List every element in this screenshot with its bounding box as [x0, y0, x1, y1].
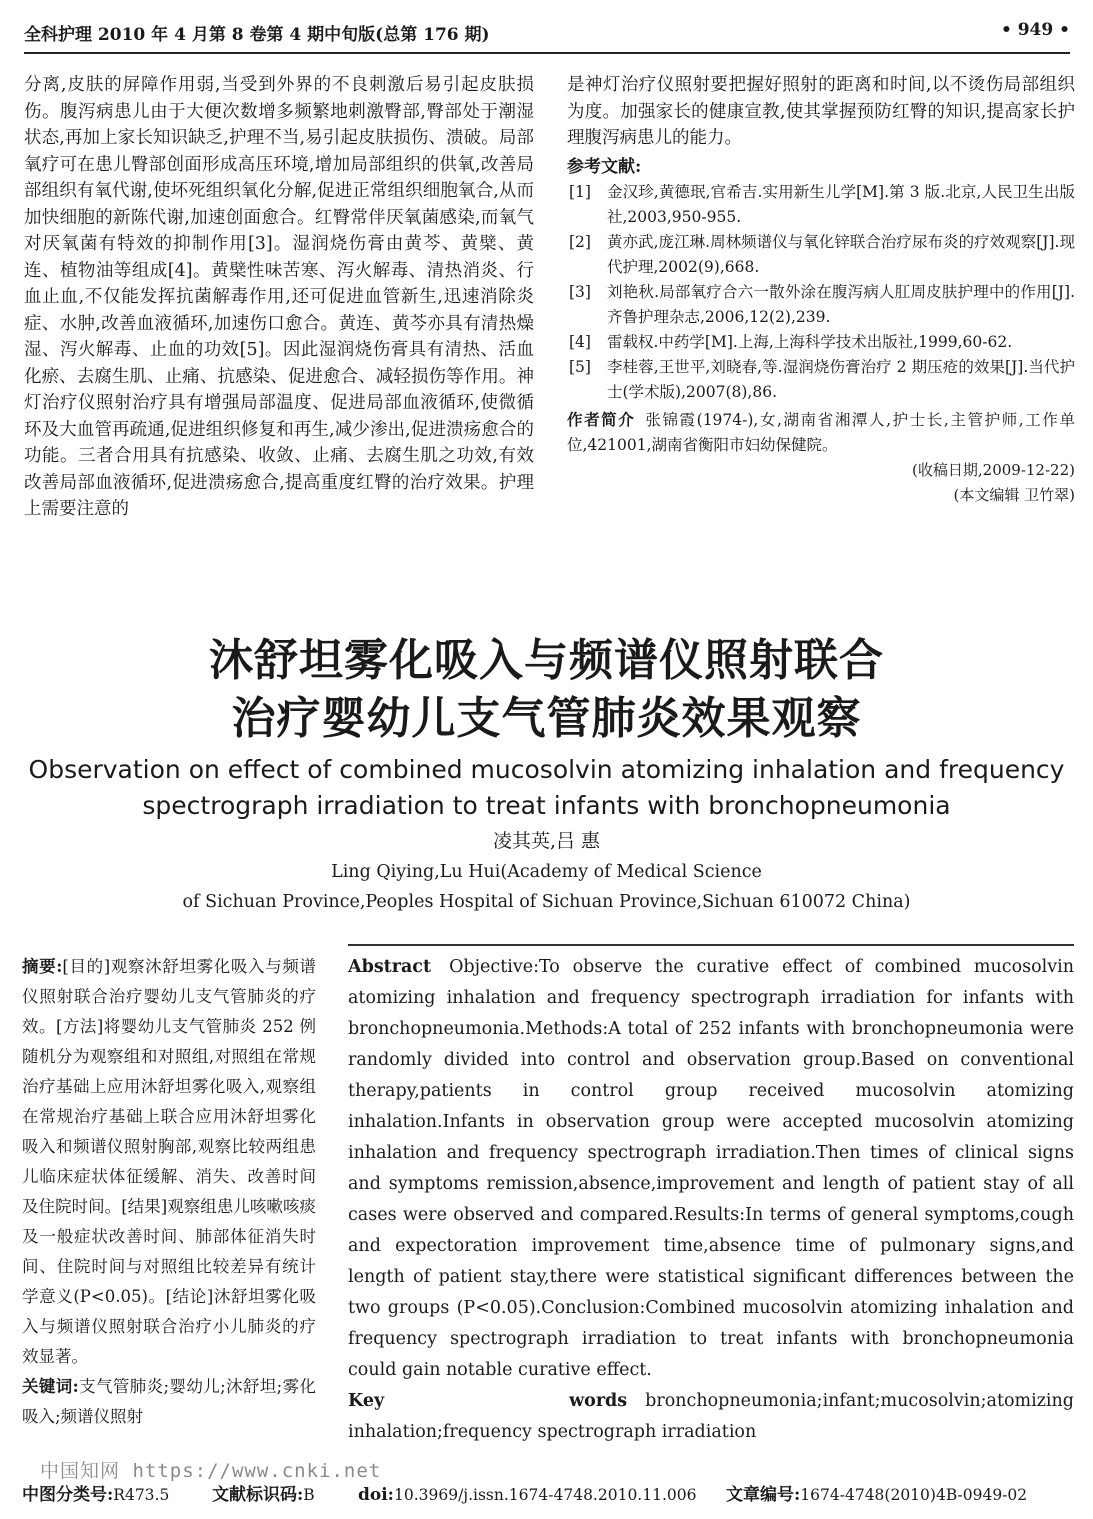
keywords-en-label: Key words [348, 1391, 628, 1411]
doc-code-field [212, 1484, 315, 1506]
left-column-body [24, 72, 534, 523]
page-number: • 949 • [1000, 20, 1070, 40]
references-title: 参考文献: [567, 156, 642, 177]
keywords-en-text: bronchopneumonia;infant;mucosolvin;atomizing inhalation;frequency spectrograph irradiation [348, 1391, 1074, 1442]
affiliation-line2: of Sichuan Province,Peoples Hospital of Sichuan Province,Sichuan 610072 China) [182, 892, 911, 912]
keywords-en-paragraph [348, 1386, 1074, 1448]
reference-number: [2] [569, 233, 591, 251]
reference-text: 刘艳秋.局部氧疗合六一散外涂在腹泻病人肛周皮肤护理中的作用[J].齐鲁护理杂志,2006,12(2),239. [607, 283, 1075, 326]
left-column-paragraph: 分离,皮肤的屏障作用弱,当受到外界的不良刺激后易引起皮肤损伤。腹泻病患儿由于大便次数增多频繁地刺激臀部,臀部处于潮湿状态,再加上家长知识缺乏,护理不当,易引起皮肤损伤、溃破。局部氧疗可在患儿臀部创面形成高压环境,增加局部组织的供氧,改善局部组织有氧代谢,使坏死组织氧化分解,促进正常组织细胞氧合,从而加快细胞的新陈代谢,加速创面愈合。红臀常伴厌氧菌感染,而氧气对厌氧菌有特效的抑制作用[3]。湿润烧伤膏由黄芩、黄檗、黄连、植物油等组成[4]。黄檗性味苦寒、泻火解毒、清热消炎、行血止血,不仅能发挥抗菌解毒作用,还可促进血管新生,迅速消除炎症、水肿,改善血液循环,加速伤口愈合。黄连、黄芩亦具有清热燥湿、泻火解毒、止血的功效[5]。因此湿润烧伤膏具有清热、活血化瘀、去腐生肌、止痛、抗感染、促进愈合、减轻损伤等作用。神灯治疗仪照射治疗具有增强局部温度、促进局部血液循环,使微循环及大血管再疏通,促进组织修复和再生,减少渗出,促进溃疡愈合的功能。三者合用具有抗感染、收敛、止痛、去腐生肌之功效,有效改善局部血液循环,促进溃疡愈合,提高重度红臀的治疗效果。护理上需要注意的 [24, 75, 534, 519]
reference-item [567, 230, 1075, 280]
reference-text: 金汉珍,黄德珉,官希吉.实用新生儿学[M].第 3 版.北京,人民卫生出版社,2003,950-955. [607, 183, 1075, 226]
doc-code-value: B [303, 1486, 315, 1504]
article-number-value: 1674-4748(2010)4B-0949-02 [800, 1486, 1028, 1504]
keywords-cn-label: 关键词: [22, 1377, 79, 1396]
reference-text: 雷载权.中药学[M].上海,上海科学技术出版社,1999,60-62. [607, 333, 1013, 351]
reference-item [567, 180, 1075, 230]
authors-cn: 凌其英,吕 惠 [492, 830, 601, 852]
reference-item [567, 330, 1075, 355]
reference-item [567, 280, 1075, 330]
right-column-paragraph: 是神灯治疗仪照射要把握好照射的距离和时间,以不烫伤局部组织为度。加强家长的健康宣教,使其掌握预防红臀的知识,提高家长护理腹泻病患儿的能力。 [567, 75, 1075, 148]
reference-number: [4] [569, 333, 591, 351]
doi-label: doi: [358, 1485, 394, 1505]
doc-code-label: 文献标识码: [212, 1485, 304, 1505]
author-bio-text: 张锦霞(1974-),女,湖南省湘潭人,护士长,主管护师,工作单位,421001,湖南省衡阳市妇幼保健院。 [567, 411, 1075, 454]
clc-field [22, 1484, 169, 1506]
affiliation-line1: Ling Qiying,Lu Hui(Academy of Medical Science [331, 862, 762, 882]
received-date: (收稿日期,2009-12-22) [912, 461, 1075, 479]
author-bio [567, 407, 1075, 458]
page-header [24, 14, 1070, 54]
clc-label: 中图分类号: [22, 1485, 114, 1505]
article-number-field [726, 1484, 1027, 1506]
article-title-en-line2: spectrograph irradiation to treat infants with bronchopneumonia [142, 791, 951, 820]
abstract-cn-label: 摘要: [22, 957, 63, 976]
author-bio-label: 作者简介 [567, 410, 636, 429]
doi-value: 10.3969/j.issn.1674-4748.2010.11.006 [393, 1486, 697, 1504]
article-number-label: 文章编号: [726, 1485, 801, 1505]
reference-text: 李桂蓉,王世平,刘晓春,等.湿润烧伤膏治疗 2 期压疮的效果[J].当代护士(学术版),2007(8),86. [607, 358, 1075, 401]
header-rule [24, 52, 1070, 54]
editor-note: (本文编辑 卫竹翠) [953, 486, 1075, 504]
doi-field [358, 1484, 696, 1506]
reference-item [567, 355, 1075, 405]
abstract-cn [22, 952, 316, 1432]
abstract-cn-text: [目的]观察沐舒坦雾化吸入与频谱仪照射联合治疗婴幼儿支气管肺炎的疗效。[方法]将婴幼儿支气管肺炎 252 例随机分为观察组和对照组,对照组在常规治疗基础上应用沐舒坦雾化吸入,观察组在常规治疗基础上联合应用沐舒坦雾化吸入和频谱仪照射胸部,观察比较两组患儿临床症状体征缓解、消失、改善时间及住院时间。[结果]观察组患儿咳嗽咳痰及一般症状改善时间、肺部体征消失时间、住院时间与对照组比较差异有统计学意义(P<0.05)。[结论]沐舒坦雾化吸入与频谱仪照射联合治疗小儿肺炎的疗效显著。 [22, 957, 316, 1366]
journal-info: 全科护理 2010 年 4 月第 8 卷第 4 期中旬版(总第 176 期) [24, 25, 490, 45]
article-title-en-line1: Observation on effect of combined mucosolvin atomizing inhalation and frequency [28, 755, 1065, 784]
article-title-cn-line2: 治疗婴幼儿支气管肺炎效果观察 [231, 693, 862, 744]
keywords-cn-text: 支气管肺炎;婴幼儿;沐舒坦;雾化吸入;频谱仪照射 [22, 1377, 316, 1426]
reference-number: [3] [569, 283, 591, 301]
abstract-en-paragraph [348, 952, 1074, 1386]
reference-text: 黄亦武,庞江琳.周林频谱仪与氧化锌联合治疗尿布炎的疗效观察[J].现代护理,2002(9),668. [607, 233, 1075, 276]
cnki-watermark: 中国知网 https://www.cnki.net [40, 1460, 382, 1482]
abstract-en [348, 952, 1074, 1448]
reference-number: [1] [569, 183, 591, 201]
right-column-body [567, 72, 1075, 508]
abstract-en-text: Objective:To observe the curative effect of combined mucosolvin atomizing inhalation and frequency spectrograph irradiation for infants with bronchopneumonia.Methods:A total of 252 infants with bronchopneumonia were randomly divided into control and observation group.Based on conventional therapy,patients in control group received mucosolvin atomizing inhalation.Infants in observation group were accepted mucosolvin atomizing inhalation and frequency spectrograph irradiation.Then times of clinical signs and symptoms remission,absence,improvement and length of patient stay of all cases were observed and compared.Results:In terms of general symptoms,cough and expectoration improvement time,absence time of pulmonary signs,and length of patient stay,there were statistical significant differences between the two groups (P<0.05).Conclusion:Combined mucosolvin atomizing inhalation and frequency spectrograph irradiation to treat infants with bronchopneumonia could gain notable curative effect. [348, 957, 1074, 1380]
abstract-separator [348, 944, 1074, 946]
reference-number: [5] [569, 358, 591, 376]
article-title-cn-line1: 沐舒坦雾化吸入与频谱仪照射联合 [209, 635, 884, 686]
abstract-en-label: Abstract [348, 957, 432, 977]
clc-value: R473.5 [113, 1486, 170, 1504]
